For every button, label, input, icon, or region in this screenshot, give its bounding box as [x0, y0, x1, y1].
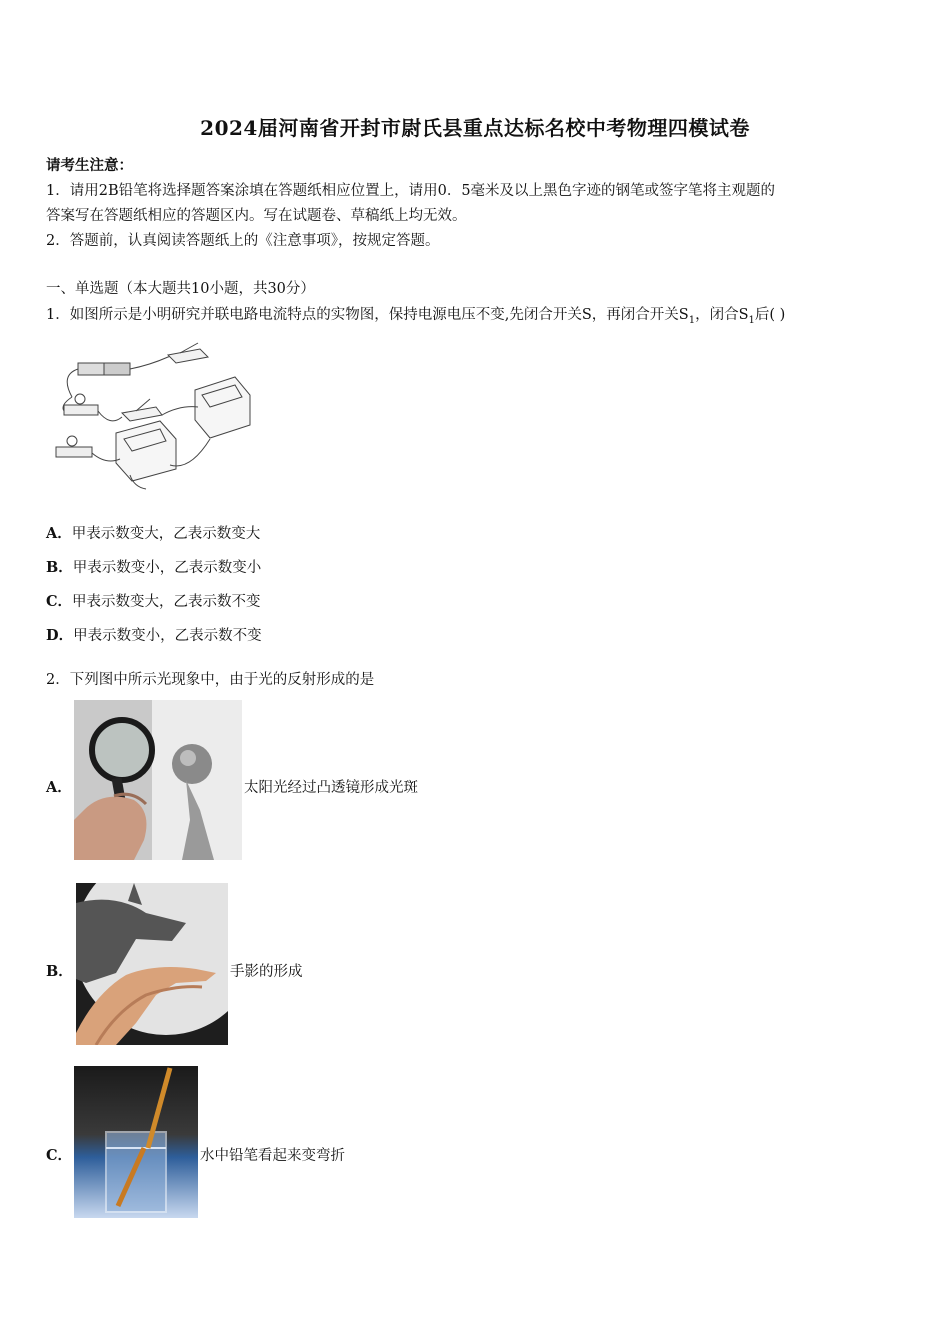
page-title: 2024届河南省开封市尉氏县重点达标名校中考物理四模试卷: [200, 116, 750, 140]
q1-option-d-letter: D．: [46, 627, 74, 644]
q1-option-b: [46, 556, 261, 577]
q1-subscript-1: 1: [688, 314, 696, 326]
hand-shadow-photo: [76, 883, 228, 1045]
pencil-in-water-photo: [74, 1066, 198, 1218]
notice-1b: 答案写在答题纸相应的答题区内。写在试题卷、草稿纸上均无效。: [46, 208, 467, 224]
q1-option-a-text: 甲表示数变大，乙表示数变大: [71, 526, 261, 542]
q1-option-c-letter: C．: [46, 593, 73, 610]
question-1: [46, 303, 785, 326]
q1-option-a: [46, 522, 260, 543]
q2-option-a-letter: A．: [46, 779, 72, 796]
q1-option-b-letter: B．: [46, 559, 73, 576]
question-1-text-b: ，闭合S: [695, 307, 749, 323]
question-1-text-a: 1．如图所示是小明研究并联电路电流特点的实物图，保持电源电压不变,先闭合开关S，再闭合开关S: [46, 307, 689, 323]
q1-option-b-text: 甲表示数变小，乙表示数变小: [72, 560, 262, 576]
circuit-diagram: [50, 335, 265, 495]
q2-option-b-text: 手影的形成: [230, 964, 303, 980]
q1-option-c: [46, 590, 261, 611]
q1-subscript-2: 1: [748, 314, 755, 326]
section-heading: 一、单选题（本大题共10小题，共30分）: [46, 281, 315, 297]
question-1-text-c: 后( ): [754, 307, 786, 323]
notice-heading: 请考生注意：: [46, 157, 133, 174]
notice-2: 2．答题前，认真阅读答题纸上的《注意事项》，按规定答题。: [46, 233, 440, 249]
q2-option-c-letter: C．: [46, 1147, 73, 1164]
q1-option-d: [46, 624, 262, 645]
notice-1a: 1．请用2B铅笔将选择题答案涂填在答题纸相应位置上，请用0．5毫米及以上黑色字迹的钢笔或签字笔将主观题的: [46, 183, 776, 199]
q2-option-b-letter: B．: [46, 963, 73, 980]
q1-option-c-text: 甲表示数变大，乙表示数不变: [72, 594, 261, 610]
q1-option-d-text: 甲表示数变小，乙表示数不变: [73, 628, 262, 644]
question-2: 2．下列图中所示光现象中，由于光的反射形成的是: [46, 672, 375, 688]
magnifier-photo: [74, 700, 242, 860]
q2-option-c-text: 水中铅笔看起来变弯折: [200, 1148, 345, 1164]
q1-option-a-letter: A．: [46, 525, 72, 542]
q2-option-a-text: 太阳光经过凸透镜形成光斑: [244, 780, 418, 796]
